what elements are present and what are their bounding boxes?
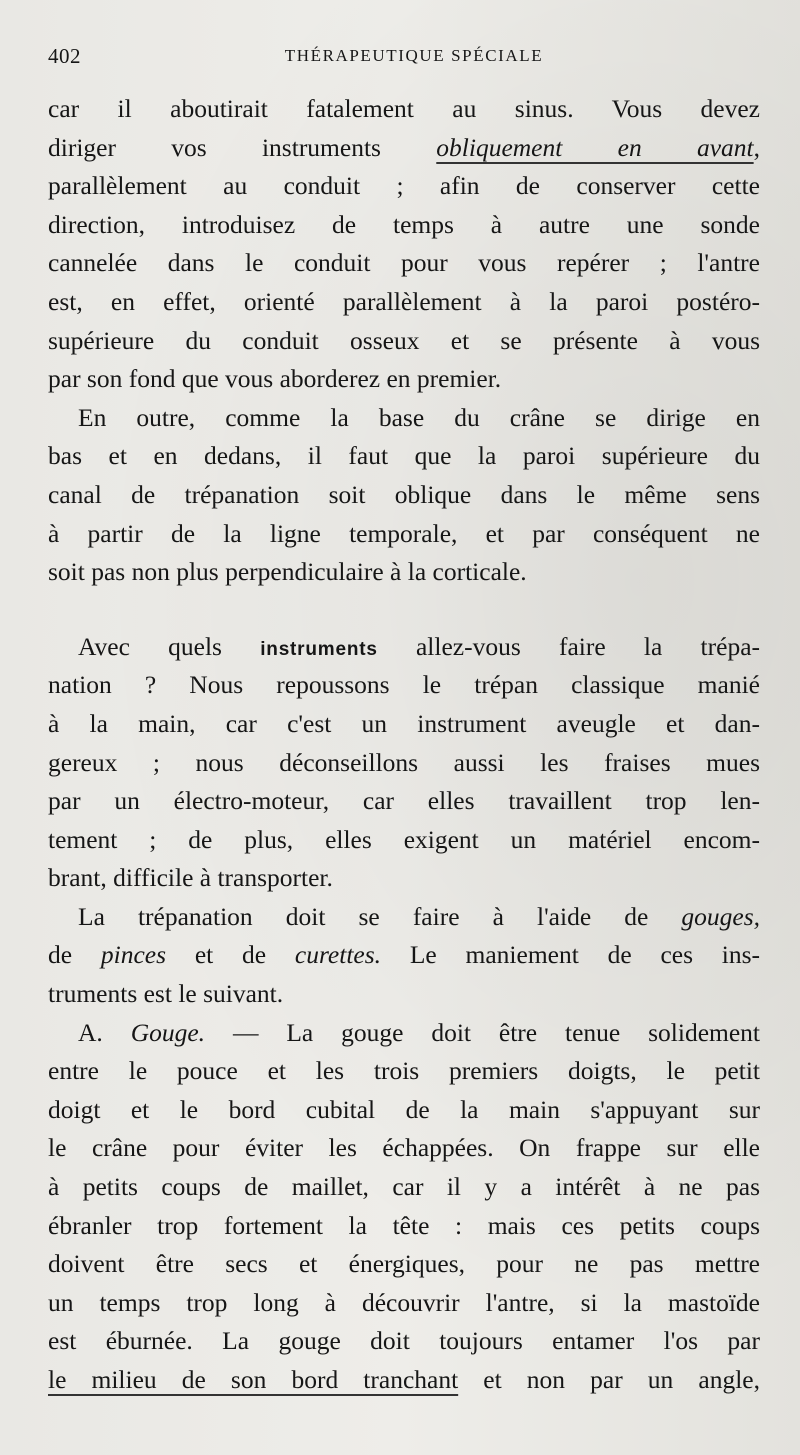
text-line: supérieure du conduit osseux et se présente à vous [48,325,760,355]
text-line [48,936,760,975]
text-line: nation ? Nous repoussons le trépan classique manié [48,670,760,700]
paragraph-3 [48,628,760,898]
text-line: entre le pouce et les trois premiers doigts, le petit [48,1056,760,1086]
text-line: tement ; de plus, elles exigent un matériel encom- [48,824,760,854]
text-line: doigt et le bord cubital de la main s'appuyant sur [48,1094,760,1124]
text-span: et non par un angle, [483,1365,760,1394]
text-line: truments est le suivant. [48,979,284,1009]
text-line [48,628,760,667]
text-line: doivent être secs et énergiques, pour ne pas mettre [48,1249,760,1279]
text-line [48,1361,760,1400]
text-line: par son fond que vous aborderez en premier. [48,364,502,394]
text-span: Avec quels [78,631,222,661]
text-line: car il aboutirait fatalement au sinus. Vous devez [48,94,760,123]
text-line: par un électro-moteur, car elles travaillent trop len- [48,786,760,816]
emphasis: gouges, [681,901,760,931]
paragraph-2 [48,399,760,592]
paragraph-4 [48,898,760,1014]
page-body [48,90,760,1400]
text-span: , [753,132,761,162]
bold-keyword: instruments [260,638,378,660]
text-line: le crâne pour éviter les échappées. On frappe sur elle [48,1133,760,1163]
text-span: diriger vos instruments [48,132,381,162]
text-line [48,129,760,168]
text-line: gereux ; nous déconseillons aussi les fraises mues [48,747,760,777]
text-span: La trépanation doit se faire à l'aide de [78,901,649,931]
paragraph-5 [48,1014,760,1400]
text-line: est, en effet, orienté parallèlement à la paroi postéro- [48,286,760,316]
emphasis: Gouge. [130,1017,206,1047]
text-line: En outre, comme la base du crâne se dirige en [78,402,760,432]
text-span: Le maniement de ces ins- [409,940,761,970]
page-header [48,44,760,74]
text-line: brant, difficile à transporter. [48,863,333,893]
text-line: parallèlement au conduit ; afin de conserver cette [48,171,760,201]
text-line [48,898,760,937]
text-line: à petits coups de maillet, car il y a intérêt à ne pas [48,1172,760,1202]
underlined-phrase: le milieu de son bord tranchant [48,1365,459,1394]
text-line: bas et en dedans, il faut que la paroi supérieure du [48,441,760,471]
text-line: cannelée dans le conduit pour vous repérer ; l'antre [48,248,760,278]
text-span: allez-vous faire la trépa- [415,631,761,661]
text-line: est éburnée. La gouge doit toujours entamer l'os par [48,1326,760,1356]
emphasis: pinces [100,940,167,970]
text-line: à partir de la ligne temporale, et par conséquent ne [48,518,760,548]
text-span: et de [194,940,267,970]
emphasis: curettes. [294,940,382,970]
text-line: soit pas non plus perpendiculaire à la corticale. [48,557,527,587]
section-gap [48,592,760,628]
text-line: ébranler trop fortement la tête : mais ces petits coups [48,1210,760,1240]
text-line: un temps trop long à découvrir l'antre, si la mastoïde [48,1287,760,1317]
text-span: A. [78,1017,103,1047]
running-title: THÉRAPEUTIQUE SPÉCIALE [284,46,544,65]
paragraph-1 [48,90,760,399]
text-line [48,1014,760,1053]
emphasis-underlined: obliquement en avant [436,132,754,162]
text-line: canal de trépanation soit oblique dans le même sens [48,479,760,509]
page-number: 402 [48,44,81,68]
text-line: direction, introduisez de temps à autre une sonde [48,209,760,239]
text-span: de [48,940,73,970]
text-line: à la main, car c'est un instrument aveugle et dan- [48,708,760,738]
text-span: — La gouge doit être tenue solidement [232,1017,760,1047]
